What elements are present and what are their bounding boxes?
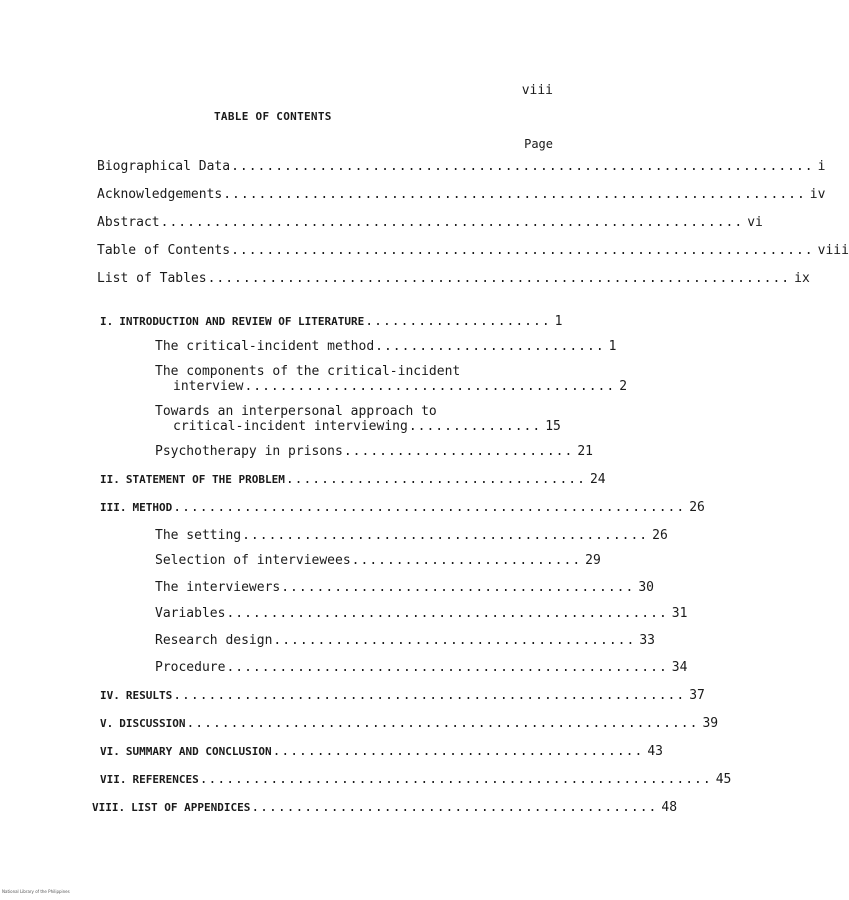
toc-entry-research-design[interactable] (155, 633, 655, 648)
leader-dots: .................................................................. (231, 243, 814, 258)
leader-dots: .................................................................. (207, 271, 791, 286)
toc-entry-label: INTRODUCTION AND REVIEW OF LITERATURE (119, 315, 365, 328)
toc-entry-selection-of-interviewees[interactable] (155, 553, 601, 568)
toc-entry-label: Variables (155, 606, 226, 621)
toc-entry-label: REFERENCES (132, 773, 199, 786)
toc-entry-label: RESULTS (125, 689, 173, 702)
page-column-heading: Page (524, 137, 553, 151)
toc-entry-page: 26 (689, 500, 705, 515)
toc-entry-page: 45 (715, 772, 732, 787)
leader-dots: .......................................................... (186, 716, 699, 731)
toc-entry-label: Procedure (155, 660, 226, 675)
toc-entry-page: 48 (661, 800, 678, 815)
leader-dots: ............... (408, 419, 542, 434)
toc-entry-page: ix (794, 271, 810, 286)
toc-entry-page: 37 (689, 688, 705, 703)
toc-entry-label: LIST OF APPENDICES (131, 801, 251, 814)
toc-entry-label: The setting (155, 528, 242, 543)
leader-dots: ......................................... (273, 633, 636, 648)
toc-entry-label: STATEMENT OF THE PROBLEM (125, 473, 285, 486)
toc-entry-label: The interviewers (155, 580, 281, 595)
chapter-number: VII. (100, 773, 127, 786)
toc-entry-page: 1 (554, 314, 563, 329)
leader-dots: .......................................... (272, 744, 644, 759)
chapter-number: III. (100, 501, 127, 514)
toc-entry-page: 21 (577, 444, 593, 459)
chapter-number: II. (100, 473, 120, 486)
toc-entry-label: Selection of interviewees (155, 553, 351, 568)
toc-chapter-discussion[interactable] (100, 716, 719, 731)
leader-dots: .................................. (285, 472, 586, 487)
chapter-number: VI. (100, 745, 120, 758)
toc-entry-page: 15 (545, 419, 561, 434)
toc-entry-variables[interactable] (155, 606, 688, 621)
leader-dots: .............................................. (251, 800, 658, 815)
toc-chapter-references[interactable] (100, 772, 732, 787)
toc-entry-label: The critical-incident method (155, 339, 375, 354)
leader-dots: ..................... (365, 314, 551, 329)
toc-entry-page: 29 (585, 553, 601, 568)
leader-dots: .......................................................... (173, 500, 686, 515)
toc-chapter-results[interactable] (100, 688, 705, 703)
toc-entry-critical-incident-method[interactable] (155, 339, 617, 354)
toc-chapter-list-of-appendices[interactable] (92, 800, 678, 815)
toc-entry-page: 43 (647, 744, 663, 759)
toc-chapter-method[interactable] (100, 500, 705, 515)
page-number: viii (521, 83, 553, 98)
leader-dots: .................................................. (226, 660, 668, 675)
toc-entry-page: vi (747, 215, 763, 230)
toc-entry-label: critical-incident interviewing (173, 419, 408, 434)
leader-dots: .................................................................. (231, 159, 814, 174)
leader-dots: .................................................................. (223, 187, 806, 202)
toc-entry-page: 34 (671, 660, 688, 675)
toc-chapter-statement-of-problem[interactable] (100, 472, 606, 487)
toc-entry-interpersonal-approach[interactable] (173, 419, 561, 434)
toc-entry-page: iv (809, 187, 826, 202)
toc-entry-page: 24 (589, 472, 606, 487)
chapter-number: VIII. (92, 801, 126, 814)
toc-entry-page: 2 (619, 379, 628, 394)
page-title: TABLE OF CONTENTS (214, 110, 332, 123)
chapter-number: V. (100, 717, 114, 730)
toc-entry-label: Abstract (97, 215, 160, 230)
toc-entry-label: Table of Contents (97, 243, 231, 258)
toc-entry-page: 1 (608, 339, 617, 354)
toc-entry-page: 26 (652, 528, 668, 543)
chapter-number: I. (100, 315, 114, 328)
toc-entry-list-of-tables[interactable] (97, 271, 810, 286)
toc-chapter-introduction[interactable] (100, 314, 563, 329)
leader-dots: .......................................... (244, 379, 616, 394)
toc-entry-line: The components of the critical-incident (155, 364, 461, 379)
leader-dots: .................................................. (226, 606, 668, 621)
leader-dots: .......................................................... (173, 688, 686, 703)
toc-entry-procedure[interactable] (155, 660, 688, 675)
leader-dots: .................................................................. (160, 215, 744, 230)
toc-entry-page: viii (817, 243, 849, 258)
toc-entry-label: SUMMARY AND CONCLUSION (125, 745, 272, 758)
toc-entry-page: i (817, 159, 826, 174)
toc-entry-page: 30 (638, 580, 654, 595)
toc-entry-page: 33 (639, 633, 655, 648)
toc-entry-table-of-contents[interactable] (97, 243, 849, 258)
toc-entry-label: DISCUSSION (119, 717, 186, 730)
toc-entry-label: Psychotherapy in prisons (155, 444, 343, 459)
leader-dots: .......................... (375, 339, 605, 354)
leader-dots: .......................... (351, 553, 582, 568)
toc-entry-components-interview[interactable] (173, 379, 628, 394)
toc-chapter-summary[interactable] (100, 744, 663, 759)
toc-entry-label: List of Tables (97, 271, 207, 286)
toc-entry-label: Research design (155, 633, 273, 648)
toc-entry-label: Biographical Data (97, 159, 231, 174)
toc-entry-label: Acknowledgements (97, 187, 223, 202)
leader-dots: .......................... (343, 444, 574, 459)
leader-dots: .......................................................... (199, 772, 712, 787)
toc-entry-page: 39 (702, 716, 719, 731)
toc-entry-abstract[interactable] (97, 215, 763, 230)
leader-dots: .............................................. (242, 528, 649, 543)
toc-entry-the-interviewers[interactable] (155, 580, 654, 595)
toc-entry-acknowledgements[interactable] (97, 187, 826, 202)
leader-dots: ........................................ (281, 580, 635, 595)
toc-entry-line: Towards an interpersonal approach to (155, 404, 437, 419)
toc-entry-page: 31 (671, 606, 688, 621)
toc-entry-label: interview (173, 379, 244, 394)
chapter-number: IV. (100, 689, 120, 702)
toc-entry-label: METHOD (132, 501, 173, 514)
toc-entry-psychotherapy-in-prisons[interactable] (155, 444, 593, 459)
scan-footer-note: National Library of the Philippines (2, 889, 70, 894)
toc-entry-biographical-data[interactable] (97, 159, 826, 174)
toc-entry-the-setting[interactable] (155, 528, 668, 543)
